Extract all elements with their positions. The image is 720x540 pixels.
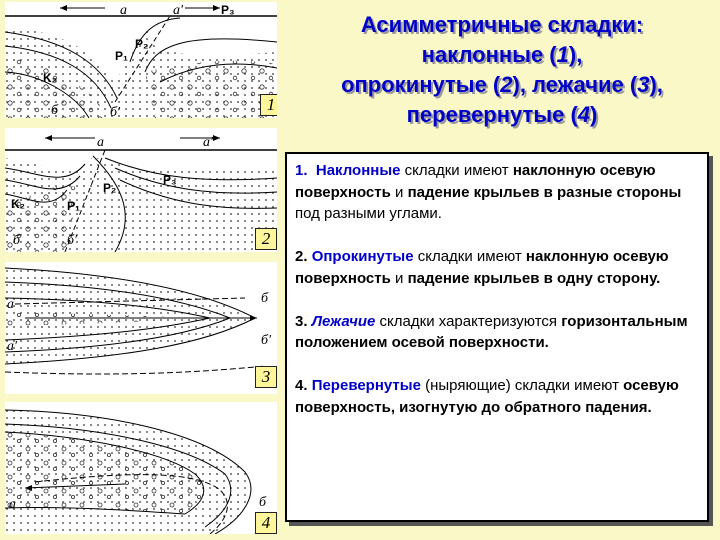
label-p2: P₂ <box>135 37 149 51</box>
label-p1: P₁ <box>115 49 128 63</box>
label-b: б <box>261 291 269 306</box>
title-inclined: наклонные ( <box>421 42 557 67</box>
label-a: а <box>120 3 127 18</box>
item-bold: падение крыльев в одну сторону. <box>407 269 661 287</box>
title-num-1: 1 <box>556 42 569 67</box>
label-a: а <box>9 497 16 512</box>
label-k2: K₂ <box>43 71 57 85</box>
item-bold: горизонтальным положением осевой поверхности. <box>295 312 688 351</box>
label-k2: K₂ <box>11 197 25 211</box>
title-num-4: 4 <box>577 102 591 127</box>
item-inverted <box>295 375 699 418</box>
recumbent-fold-drawing <box>5 262 277 394</box>
item-keyword: Лежачие <box>311 312 376 330</box>
item-number: 2. <box>295 248 308 265</box>
label-p3: P₃ <box>163 173 177 187</box>
title-line-2 <box>292 40 712 70</box>
label-a: а <box>7 297 14 312</box>
item-recumbent <box>295 311 699 354</box>
item-bold: наклонную осевую поверхность <box>295 162 656 201</box>
panel-number-2: 2 <box>255 228 277 250</box>
title-num-3: 3 <box>637 72 650 97</box>
item-bold: наклонную осевую поверхность <box>295 248 669 287</box>
inverted-fold-drawing <box>5 402 277 534</box>
label-b: б <box>51 103 59 118</box>
panel-number-3: 3 <box>255 366 277 388</box>
item-bold: осевую поверхность, изогнутую до обратного падения. <box>295 377 679 416</box>
item-text: под разными углами. <box>295 205 442 222</box>
description-box <box>285 152 709 522</box>
title-paren: ) <box>590 102 598 127</box>
panel-number-4: 4 <box>255 512 277 534</box>
label-b: б <box>13 233 21 248</box>
title-overturned: опрокинутые ( <box>341 72 501 97</box>
inclined-fold-drawing <box>5 2 277 118</box>
label-p2: P₂ <box>103 181 117 195</box>
item-text: складки характеризуются <box>375 312 562 330</box>
fold-diagram-inverted <box>5 402 277 534</box>
title-line-1: Асимметричные складки: <box>360 12 644 37</box>
title-paren: ), <box>568 42 583 67</box>
label-b: б <box>259 495 267 510</box>
item-text: и <box>390 183 408 201</box>
title-line-3 <box>292 70 712 100</box>
title-inverted: перевернутые ( <box>406 102 578 127</box>
label-p1: P₁ <box>67 199 80 213</box>
item-text: (ныряющие) складки имеют <box>420 377 624 394</box>
label-a-prime: а′ <box>173 3 184 18</box>
item-text: складки имеют <box>400 162 513 179</box>
item-inclined <box>295 160 699 225</box>
label-a-prime: а′ <box>203 135 214 150</box>
item-keyword: Перевернутые <box>311 377 421 394</box>
item-number: 1. <box>295 162 308 179</box>
label-b-prime: б′ <box>110 105 121 118</box>
label-a-prime: а′ <box>7 339 18 354</box>
title-paren: ), <box>649 72 663 97</box>
item-overturned <box>295 246 699 289</box>
fold-diagram-overturned <box>5 128 277 252</box>
label-b-prime: б′ <box>261 333 272 348</box>
item-text: складки имеют <box>413 248 526 265</box>
label-b-prime: б′ <box>67 233 78 248</box>
fold-diagram-inclined <box>5 2 277 118</box>
fold-diagram-recumbent <box>5 262 277 394</box>
overturned-fold-drawing <box>5 128 277 252</box>
item-text: и <box>390 269 408 287</box>
item-keyword: Наклонные <box>315 162 401 179</box>
label-a: а <box>97 135 104 150</box>
title-recumbent: ), лежачие ( <box>512 72 638 97</box>
title-num-2: 2 <box>500 72 513 97</box>
item-keyword: Опрокинутые <box>311 248 414 265</box>
label-p3: P₃ <box>221 3 235 17</box>
item-bold: падение крыльев в разные стороны <box>407 183 682 201</box>
slide-title <box>292 10 712 130</box>
item-number: 4. <box>295 377 308 394</box>
panel-number-1: 1 <box>260 94 277 116</box>
title-line-4 <box>292 100 712 130</box>
item-number: 3. <box>295 312 308 330</box>
